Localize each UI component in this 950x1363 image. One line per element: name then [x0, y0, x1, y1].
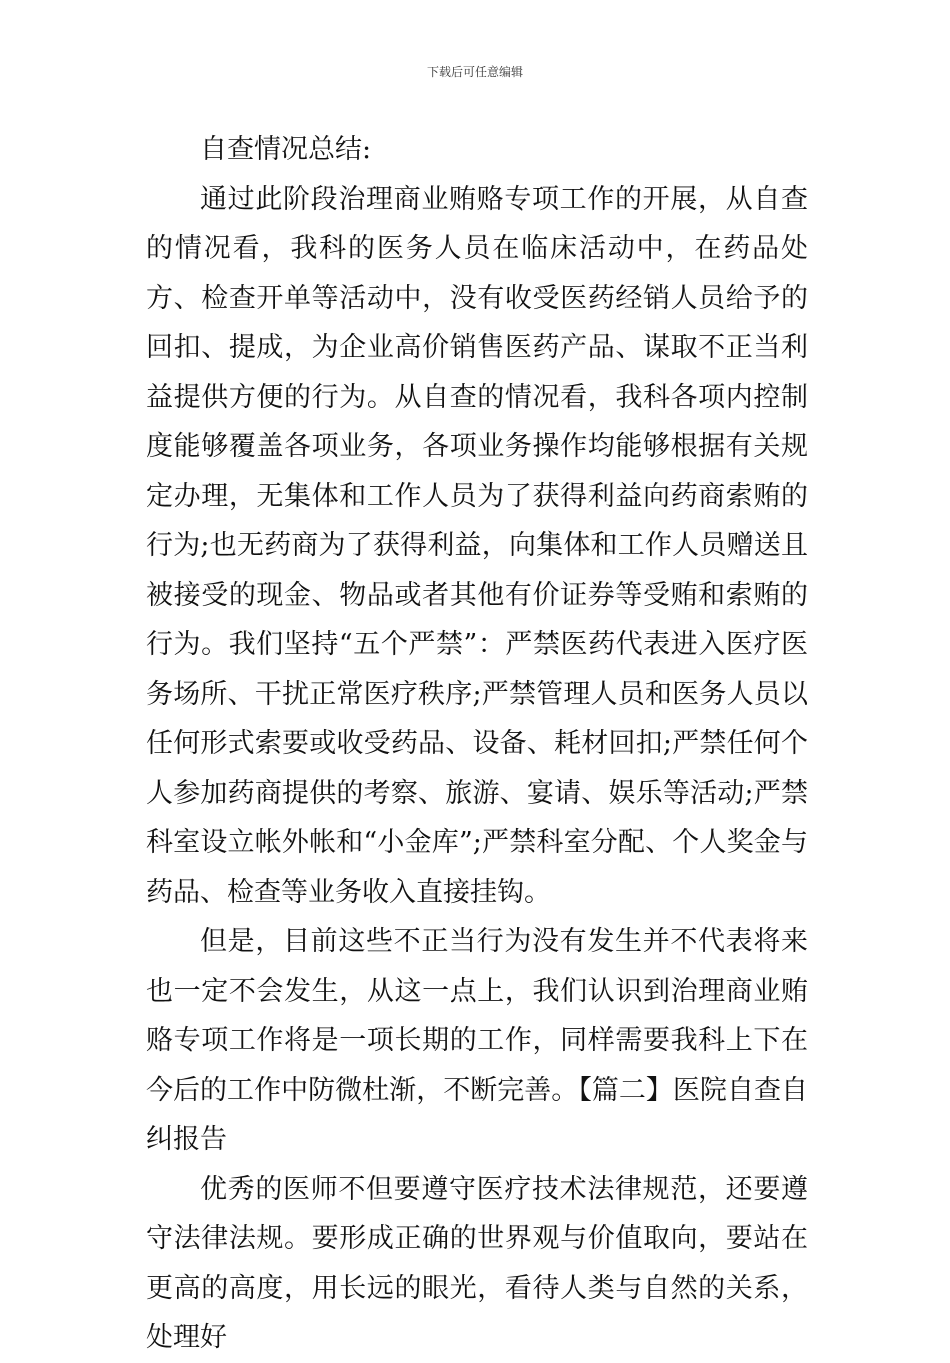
paragraph-3: 优秀的医师不但要遵守医疗技术法律规范，还要遵守法律法规。要形成正确的世界观与价值取向，要站在更高的高度，用长远的眼光，看待人类与自然的关系，处理好	[146, 1173, 808, 1353]
document-body	[146, 125, 808, 1363]
paragraph-1: 通过此阶段治理商业贿赂专项工作的开展，从自查的情况看，我科的医务人员在临床活动中，在药品处方、检查开单等活动中，没有收受医药经销人员给予的回扣、提成，为企业高价销售医药产品、谋取不正当利益提供方便的行为。从自查的情况看，我科各项内控制度能够覆盖各项业务，各项业务操作均能够根据有关规定办理，无集体和工作人员为了获得利益向药商索贿的行为;也无药商为了获得利益，向集体和工作人员赠送且被接受的现金、物品或者其他有价证券等受贿和索贿的行为。我们坚持“五个严禁”：严禁医药代表进入医疗医务场所、干扰正常医疗秩序;严禁管理人员和医务人员以任何形式索要或收受药品、设备、耗材回扣;严禁任何个人参加药商提供的考察、旅游、宴请、娱乐等活动;严禁科室设立帐外帐和“小金库”;严禁科室分配、个人奖金与药品、检查等业务收入直接挂钩。	[146, 183, 808, 908]
page-header: 下载后可任意编辑	[426, 65, 523, 79]
paragraph-2: 但是，目前这些不正当行为没有发生并不代表将来也一定不会发生，从这一点上，我们认识到治理商业贿赂专项工作将是一项长期的工作，同样需要我科上下在今后的工作中防微杜渐，不断完善。【篇二】医院自查自纠报告	[146, 926, 808, 1155]
section-heading: 自查情况总结:	[200, 134, 372, 165]
